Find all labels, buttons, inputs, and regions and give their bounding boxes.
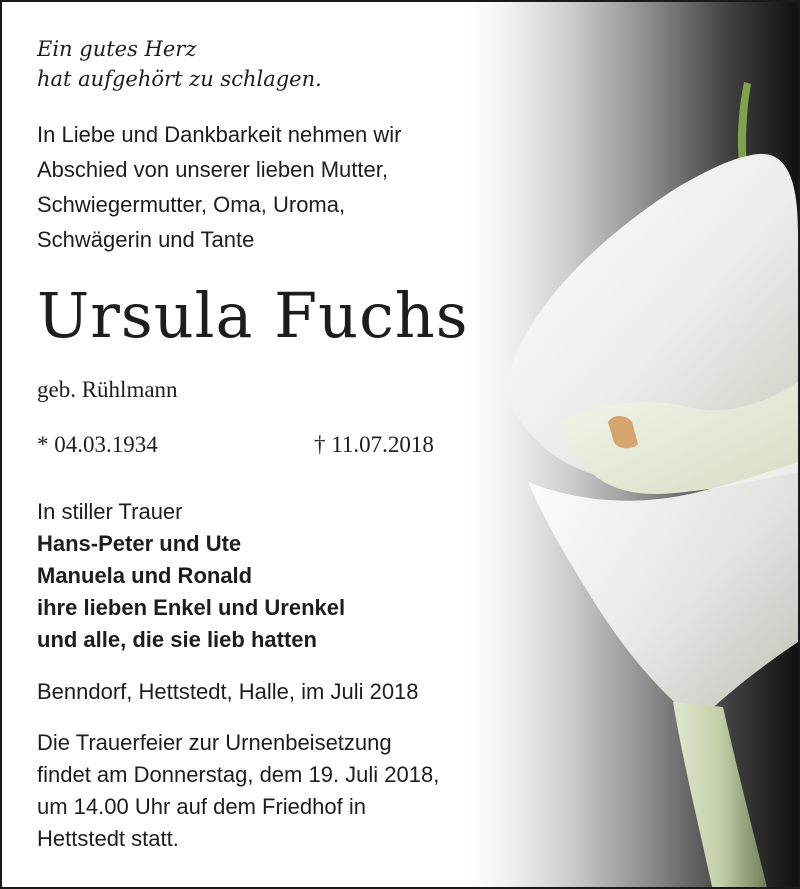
motto bbox=[37, 34, 487, 94]
service-line: um 14.00 Uhr auf dem Friedhof in bbox=[37, 794, 366, 819]
mourner: Hans-Peter und Ute bbox=[37, 531, 242, 556]
service-line: Hettstedt statt. bbox=[37, 826, 179, 851]
maiden-name: geb. Rühlmann bbox=[37, 377, 178, 402]
intro-line: Schwägerin und Tante bbox=[37, 227, 255, 252]
mourning-intro: In stiller Trauer bbox=[37, 499, 183, 524]
intro-line: Schwiegermutter, Oma, Uroma, bbox=[37, 192, 346, 217]
funeral-service-info bbox=[37, 727, 507, 855]
service-line: findet am Donnerstag, dem 19. Juli 2018, bbox=[37, 762, 440, 787]
intro-line: In Liebe und Dankbarkeit nehmen wir bbox=[37, 122, 402, 147]
mourner: ihre lieben Enkel und Urenkel bbox=[37, 595, 346, 620]
intro-text bbox=[37, 117, 507, 257]
mourner: Manuela und Ronald bbox=[37, 563, 253, 588]
motto-line: Ein gutes Herz bbox=[37, 37, 197, 61]
motto-line: hat aufgehört zu schlagen. bbox=[37, 67, 322, 91]
calla-lily-flower-image bbox=[468, 2, 798, 889]
death-date: † 11.07.2018 bbox=[314, 432, 434, 457]
mourners-list bbox=[37, 528, 345, 656]
intro-line: Abschied von unserer lieben Mutter, bbox=[37, 157, 388, 182]
birth-date: * 04.03.1934 bbox=[37, 432, 158, 457]
place-and-date: Benndorf, Hettstedt, Halle, im Juli 2018 bbox=[37, 679, 419, 704]
service-line: Die Trauerfeier zur Urnenbeisetzung bbox=[37, 730, 392, 755]
deceased-name: Ursula Fuchs bbox=[37, 279, 469, 352]
mourner: und alle, die sie lieb hatten bbox=[37, 627, 317, 652]
